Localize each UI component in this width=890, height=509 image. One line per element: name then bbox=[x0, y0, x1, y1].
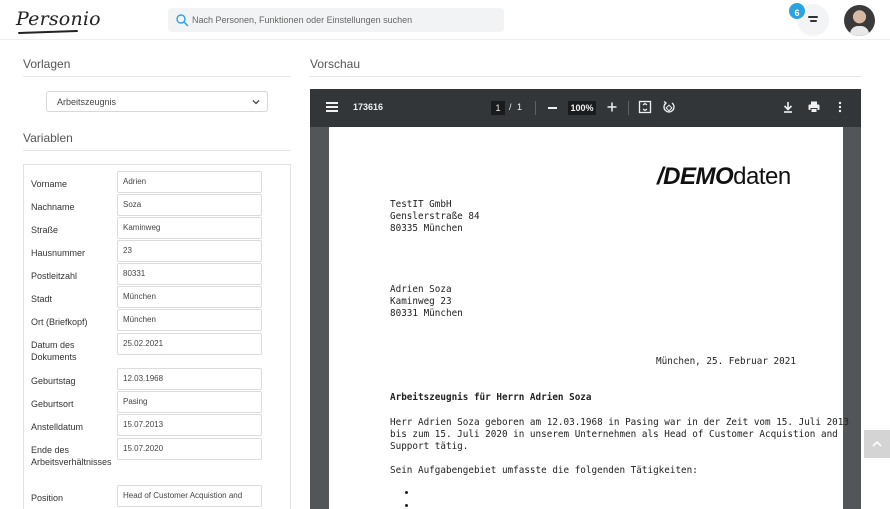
variable-label: Geburtsort bbox=[31, 399, 74, 409]
pdf-file-name: 173616 bbox=[353, 102, 384, 112]
ende-input[interactable]: 15.07.2020 bbox=[117, 438, 262, 460]
search-input[interactable] bbox=[192, 8, 498, 32]
variable-label: Datum des Dokuments bbox=[31, 340, 77, 362]
variable-label: Ort (Briefkopf) bbox=[31, 317, 88, 327]
body-line: bis zum 15. Juli 2020 in unserem Unternehmen als Head of Customer Acquistion and bbox=[390, 429, 838, 440]
logo-light: daten bbox=[733, 163, 791, 190]
list-bullet bbox=[405, 504, 408, 507]
logo-bold: /DEMO bbox=[657, 163, 734, 190]
document-subject: Arbeitszeugnis für Herrn Adrien Soza bbox=[390, 392, 592, 403]
search-icon bbox=[175, 13, 189, 27]
logo-text: Personio bbox=[16, 8, 101, 30]
scroll-to-top-button[interactable] bbox=[864, 430, 890, 458]
user-avatar[interactable] bbox=[844, 5, 875, 36]
postleitzahl-input[interactable]: 80331 bbox=[117, 263, 262, 285]
ort-briefkopf-input[interactable]: München bbox=[117, 309, 262, 331]
zoom-in-icon[interactable] bbox=[605, 100, 619, 114]
download-icon[interactable] bbox=[781, 100, 795, 114]
zoom-out-icon[interactable] bbox=[548, 107, 557, 109]
position-input[interactable]: Head of Customer Acquistion and bbox=[117, 485, 262, 507]
variable-label: Nachname bbox=[31, 202, 75, 212]
variable-label: Postleitzahl bbox=[31, 271, 78, 281]
variable-label: Vorname bbox=[31, 179, 68, 189]
sender-line: 80335 München bbox=[390, 223, 463, 234]
chevron-down-icon bbox=[252, 98, 260, 106]
place-date: München, 25. Februar 2021 bbox=[656, 356, 796, 367]
print-icon[interactable] bbox=[807, 100, 821, 114]
stadt-input[interactable]: München bbox=[117, 286, 262, 308]
variable-label: Hausnummer bbox=[31, 248, 86, 258]
variable-label: Ende des Arbeitsverhältnisses bbox=[31, 445, 112, 467]
variable-label: Anstelldatum bbox=[31, 422, 84, 432]
vorname-input[interactable]: Adrien bbox=[117, 171, 262, 193]
pdf-viewer bbox=[310, 89, 861, 509]
chevron-up-icon bbox=[871, 438, 883, 450]
datum-input[interactable]: 25.02.2021 bbox=[117, 333, 262, 355]
top-bar bbox=[0, 0, 890, 40]
pdf-page bbox=[329, 127, 849, 509]
variable-label: Position bbox=[31, 493, 64, 503]
recipient-line: Kaminweg 23 bbox=[390, 296, 452, 307]
body-line: Herr Adrien Soza geboren am 12.03.1968 in Pasing war in der Zeit vom 15. Juli 2013 bbox=[390, 417, 849, 428]
variable-label: Geburtstag bbox=[31, 376, 76, 386]
rotate-icon[interactable] bbox=[662, 100, 676, 114]
total-pages: 1 bbox=[517, 102, 523, 112]
global-search[interactable] bbox=[168, 8, 504, 32]
filter-icon bbox=[808, 16, 818, 24]
menu-icon[interactable] bbox=[326, 102, 338, 112]
tasks-intro: Sein Aufgabengebiet umfasste die folgenden Tätigkeiten: bbox=[390, 465, 698, 476]
strasse-input[interactable]: Kaminweg bbox=[117, 217, 262, 239]
sender-line: TestIT GmbH bbox=[390, 199, 452, 210]
body-line: Support tätig. bbox=[390, 441, 469, 452]
geburtsort-input[interactable]: Pasing bbox=[117, 391, 262, 413]
pdf-toolbar bbox=[310, 89, 861, 127]
hausnummer-input[interactable]: 23 bbox=[117, 240, 262, 262]
notification-badge: 6 bbox=[787, 1, 807, 21]
nachname-input[interactable]: Soza bbox=[117, 194, 262, 216]
variable-label: Straße bbox=[31, 225, 59, 235]
page-number-input[interactable]: 1 bbox=[491, 101, 505, 115]
recipient-line: Adrien Soza bbox=[390, 284, 452, 295]
demodaten-logo bbox=[657, 163, 791, 191]
variables-panel bbox=[23, 164, 291, 509]
sender-line: Genslerstraße 84 bbox=[390, 211, 480, 222]
zoom-level[interactable]: 100% bbox=[568, 101, 596, 115]
list-bullet bbox=[405, 491, 408, 494]
personio-logo[interactable] bbox=[16, 8, 101, 30]
template-select[interactable] bbox=[46, 91, 268, 112]
templates-title: Vorlagen bbox=[23, 57, 71, 71]
anstelldatum-input[interactable]: 15.07.2013 bbox=[117, 414, 262, 436]
template-select-value: Arbeitszeugnis bbox=[57, 97, 117, 107]
variable-label: Stadt bbox=[31, 294, 53, 304]
fit-page-icon[interactable] bbox=[638, 100, 652, 114]
preview-title: Vorschau bbox=[310, 57, 361, 71]
more-options-icon[interactable] bbox=[833, 100, 847, 114]
recipient-line: 80331 München bbox=[390, 308, 463, 319]
geburtstag-input[interactable]: 12.03.1968 bbox=[117, 368, 262, 390]
page-separator: / bbox=[509, 102, 512, 112]
variables-title: Variablen bbox=[23, 131, 73, 145]
